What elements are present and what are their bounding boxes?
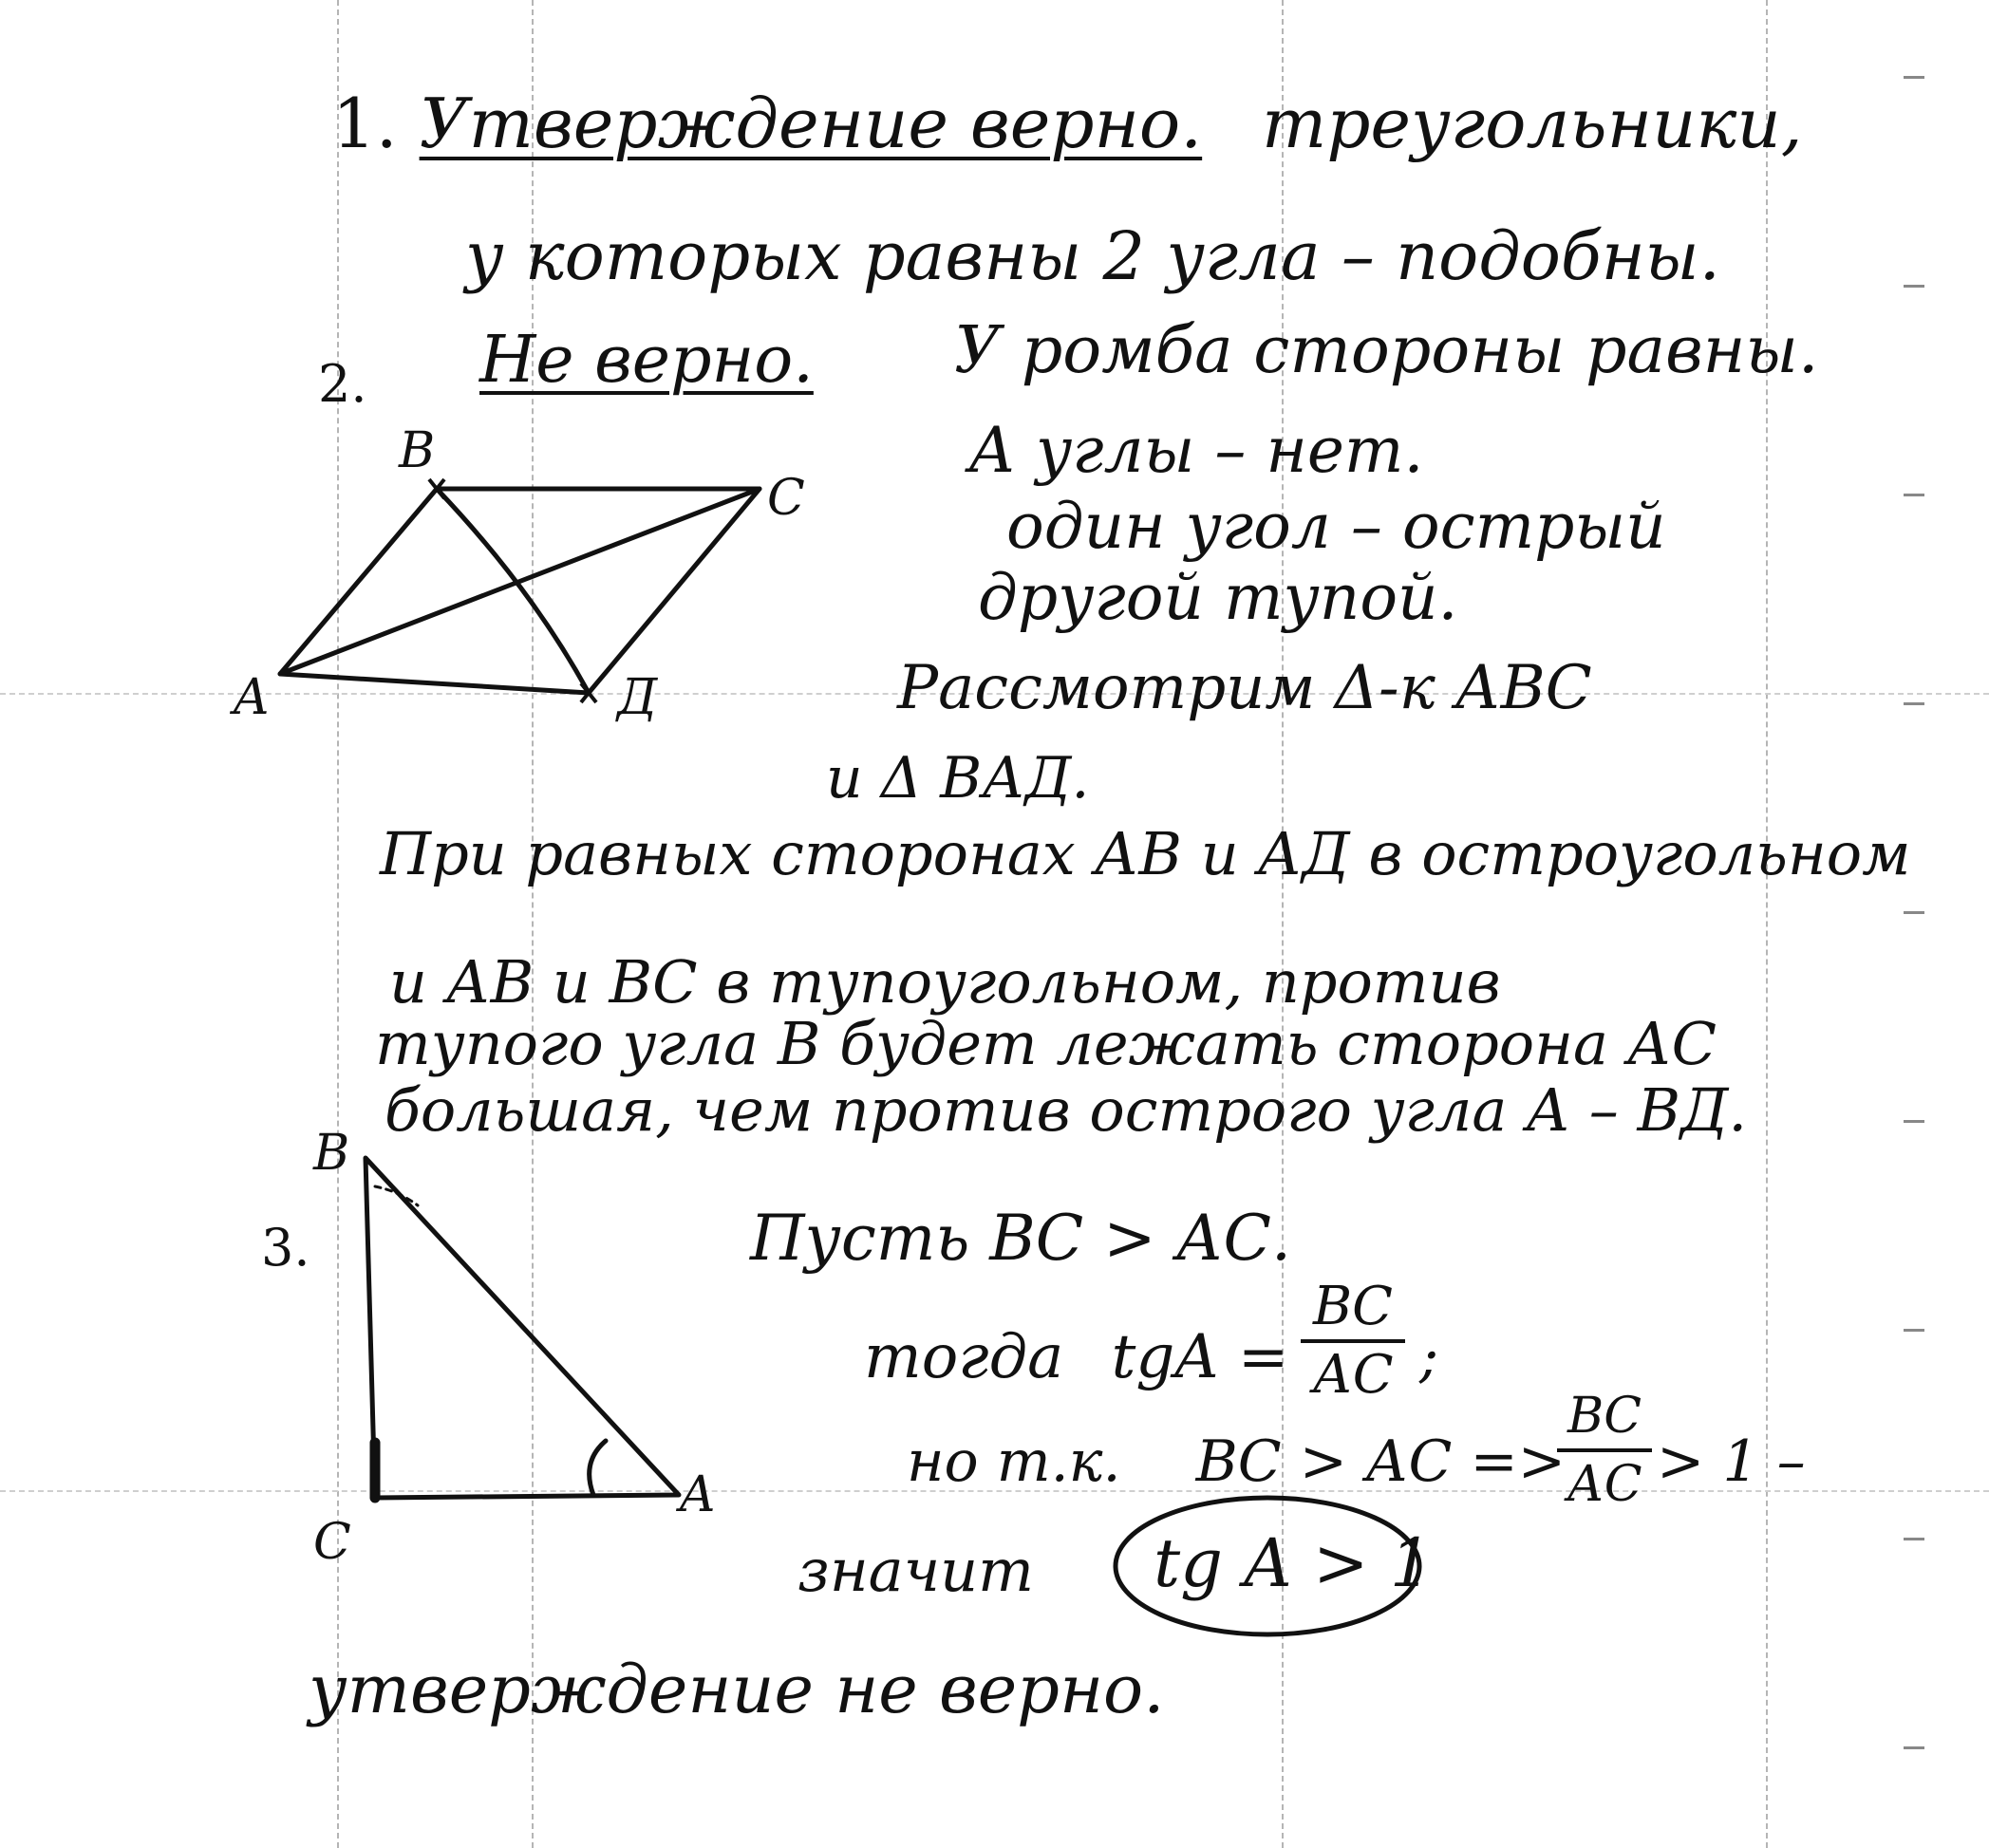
- angle-arc-a: [590, 1441, 606, 1495]
- problem2-explanation-1: При равных сторонах АВ и АД в остроугольном: [380, 819, 1911, 888]
- rhombus-label-d: Д: [617, 669, 658, 726]
- diagonal-bd: [437, 489, 589, 693]
- problem3-inequality: ВС > АС =>: [1195, 1428, 1567, 1495]
- fraction-denominator: АС: [1312, 1344, 1394, 1406]
- problem2-explanation-2: и АВ и ВС в тупоугольном, против: [389, 947, 1501, 1017]
- margin-tick: [1904, 702, 1924, 705]
- margin-tick: [1904, 1746, 1924, 1749]
- triangle-label-b: В: [313, 1125, 350, 1182]
- rhombus-label-b: В: [399, 422, 436, 479]
- problem2-note-1: У ромба стороны равны.: [954, 313, 1819, 388]
- diagonal-ac: [280, 489, 760, 674]
- problem2-note-6: и Δ ВАД.: [826, 745, 1090, 812]
- grid-line: [1766, 0, 1768, 1848]
- triangle-outline: [366, 1158, 679, 1498]
- fraction-numerator: ВС: [1567, 1388, 1642, 1445]
- problem3-result: tg A > 1: [1154, 1524, 1433, 1602]
- problem3-greater-than-one: > 1 –: [1657, 1428, 1806, 1495]
- rhombus-outline: [280, 489, 760, 693]
- triangle-label-a: А: [679, 1466, 717, 1523]
- problem1-number: 1.: [332, 84, 398, 163]
- problem2-note-2: А углы – нет.: [968, 414, 1424, 487]
- problem3-but: но т.к.: [907, 1428, 1121, 1495]
- problem3-number: 3.: [261, 1218, 310, 1278]
- fraction-numerator: ВС: [1313, 1276, 1393, 1337]
- problem1-reason-1: треугольники,: [1262, 84, 1803, 163]
- problem2-explanation-3: тупого угла В будет лежать сторона АС: [375, 1009, 1717, 1078]
- problem3-because: [907, 1428, 1566, 1495]
- problem2-verdict: Не верно.: [479, 323, 814, 398]
- problem3-tg-expression: tgA =: [1111, 1322, 1289, 1392]
- problem3-then: [864, 1324, 1289, 1391]
- problem2-explanation-4: большая, чем против острого угла А – ВД.: [385, 1075, 1748, 1145]
- problem3-conclusion: утверждение не верно.: [309, 1651, 1165, 1728]
- problem1-verdict: Утверждение верно.: [419, 84, 1203, 163]
- fraction-denominator: АС: [1567, 1456, 1642, 1513]
- margin-tick: [1904, 1120, 1924, 1123]
- fraction-bc-ac-2: [1557, 1386, 1652, 1515]
- problem3-then-word: тогда: [864, 1322, 1064, 1392]
- problem2-note-4: другой тупой.: [978, 561, 1458, 634]
- margin-tick: [1904, 1329, 1924, 1332]
- problem1-reason-2: у которых равны 2 угла – подобны.: [465, 217, 1720, 295]
- margin-tick: [1904, 911, 1924, 914]
- problem2-number: 2.: [318, 354, 367, 414]
- margin-tick: [1904, 285, 1924, 288]
- rhombus-label-c: С: [767, 470, 805, 527]
- right-triangle-figure: [366, 1158, 679, 1498]
- margin-tick: [1904, 494, 1924, 496]
- problem2-note-5: Рассмотрим Δ-к АВС: [897, 653, 1592, 723]
- margin-tick: [1904, 76, 1924, 79]
- problem3-means: значит: [797, 1536, 1034, 1605]
- margin-tick: [1904, 1538, 1924, 1540]
- problem3-semicolon: ;: [1419, 1324, 1439, 1391]
- problem2-note-3: один угол – острый: [1006, 490, 1666, 563]
- fraction-bc-ac: [1301, 1277, 1405, 1406]
- problem3-let: Пусть ВС > АС.: [750, 1202, 1292, 1275]
- triangle-label-c: С: [313, 1514, 351, 1571]
- rhombus-label-a: А: [233, 669, 271, 726]
- problem1-line1: [332, 84, 1803, 163]
